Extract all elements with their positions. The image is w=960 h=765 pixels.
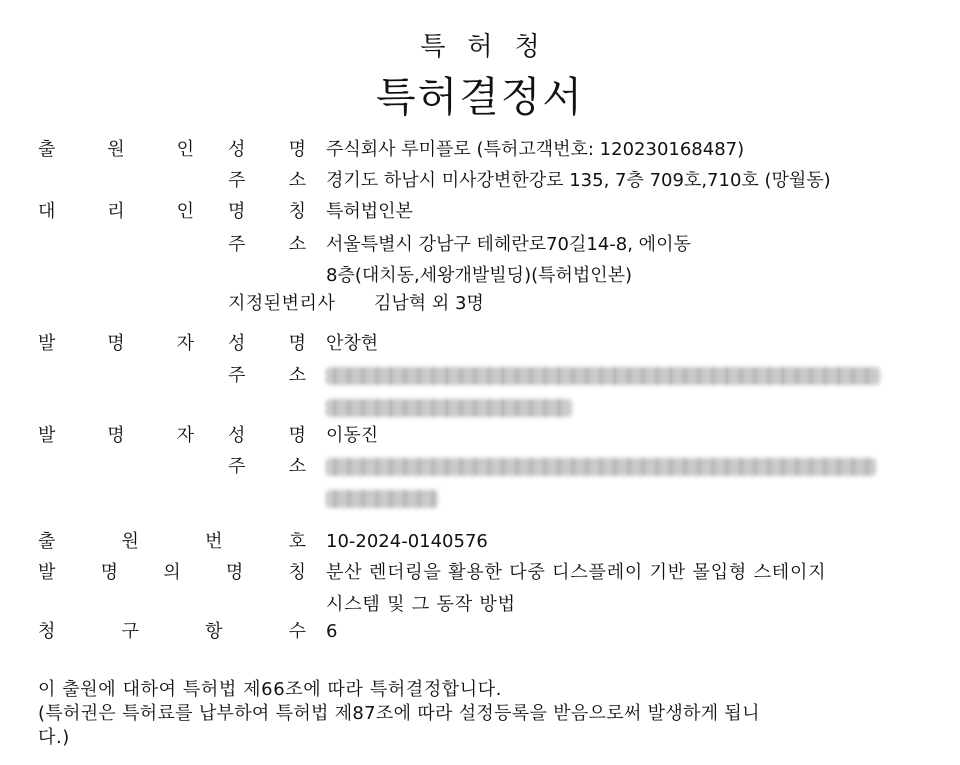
inventor-1-name-row xyxy=(0,330,960,358)
decision-notice xyxy=(38,678,938,750)
inventor-1-name: 안창현 xyxy=(326,333,379,354)
invention-title-row xyxy=(0,559,960,587)
inventor-address-label: 주 소 xyxy=(228,456,306,477)
inventor-name-label: 성 명 xyxy=(228,425,306,446)
notice-line-3: 다.) xyxy=(38,727,70,748)
claims-count: 6 xyxy=(326,621,338,642)
inventor-label: 발 명 자 xyxy=(38,333,194,354)
invention-title-row-2 xyxy=(0,591,960,619)
agent-name-row xyxy=(0,198,960,226)
attorney-row xyxy=(0,290,960,318)
applicant-name-row xyxy=(0,136,960,164)
name-label: 성 명 xyxy=(228,139,306,160)
agent-name-label: 명 칭 xyxy=(228,201,306,222)
document-title: 특허결정서 xyxy=(375,73,585,121)
redacted-address xyxy=(326,490,438,508)
agent-address-row xyxy=(0,231,960,259)
inventor-2-name: 이동진 xyxy=(326,425,379,446)
agent-address-line1: 서울특별시 강남구 테헤란로70길14-8, 에이동 xyxy=(326,234,691,255)
agent-label: 대 리 인 xyxy=(38,201,194,222)
application-number-row xyxy=(0,528,960,556)
redacted-address xyxy=(326,458,876,476)
invention-title-line1: 분산 렌더링을 활용한 다중 디스플레이 기반 몰입형 스테이지 xyxy=(326,562,827,583)
invention-title-line2: 시스템 및 그 동작 방법 xyxy=(326,594,516,615)
attorney-name: 김남혁 외 3명 xyxy=(374,293,484,314)
inventor-1-address-row xyxy=(0,362,960,390)
agency-name: 특허청 xyxy=(420,32,562,62)
claims-label: 청 구 항 수 xyxy=(38,621,306,642)
inventor-label: 발 명 자 xyxy=(38,425,194,446)
inventor-2-address-row-2 xyxy=(0,485,960,513)
inventor-1-address-row-2 xyxy=(0,394,960,422)
applicant-address: 경기도 하남시 미사강변한강로 135, 7층 709호,710호 (망월동) xyxy=(326,170,831,191)
inventor-address-label: 주 소 xyxy=(228,365,306,386)
agent-address-label: 주 소 xyxy=(228,234,306,255)
agent-name: 특허법인본 xyxy=(326,201,413,222)
redacted-address xyxy=(326,399,572,417)
notice-line-2: (특허권은 특허료를 납부하여 특허법 제87조에 따라 설정등록을 받음으로써 발생하게 됩니 xyxy=(38,703,760,724)
address-label: 주 소 xyxy=(228,170,306,191)
invention-title-label: 발 명 의 명 칭 xyxy=(38,562,306,583)
application-number: 10-2024-0140576 xyxy=(326,531,488,552)
applicant-address-row xyxy=(0,167,960,195)
attorney-label: 지정된변리사 xyxy=(228,293,336,314)
applicant-name: 주식회사 루미플로 (특허고객번호: 120230168487) xyxy=(326,139,745,160)
inventor-2-name-row xyxy=(0,422,960,450)
agent-address-row-2 xyxy=(0,262,960,290)
redacted-address xyxy=(326,367,880,385)
claims-row xyxy=(0,618,960,646)
application-number-label: 출 원 번 호 xyxy=(38,531,306,552)
inventor-2-address-row xyxy=(0,453,960,481)
applicant-label: 출 원 인 xyxy=(38,139,194,160)
notice-line-1: 이 출원에 대하여 특허법 제66조에 따라 특허결정합니다. xyxy=(38,679,503,700)
agent-address-line2: 8층(대치동,세왕개발빌딩)(특허법인본) xyxy=(326,265,633,286)
inventor-name-label: 성 명 xyxy=(228,333,306,354)
